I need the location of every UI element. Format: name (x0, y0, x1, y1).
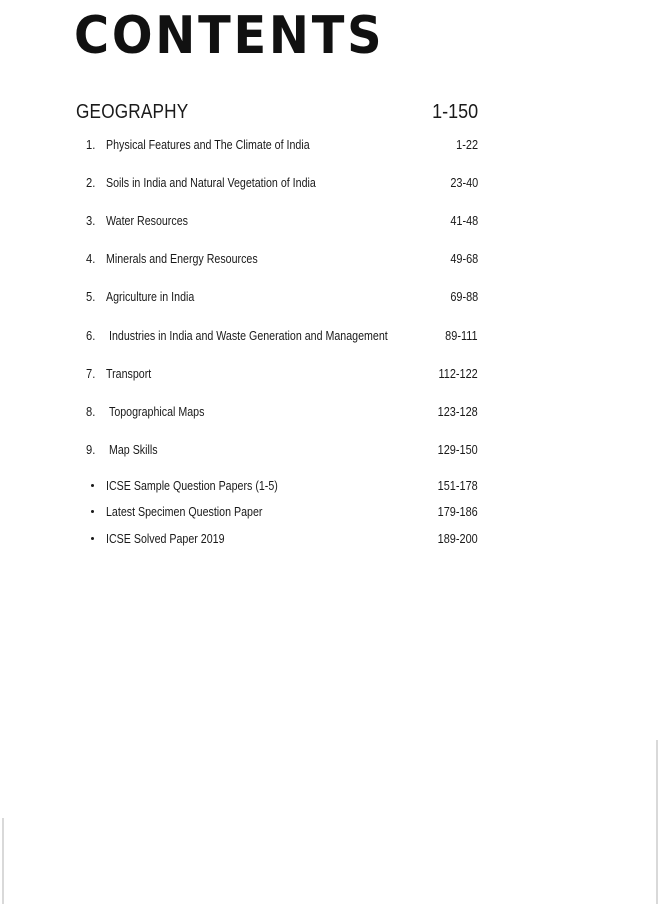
toc-entry-number: 2. (86, 175, 96, 190)
toc-entry-pages: 69-88 (450, 289, 478, 304)
toc-extra-entry (84, 475, 478, 497)
toc-entry-number: 9. (86, 442, 96, 457)
toc-entry-title: Topographical Maps (109, 404, 205, 419)
bullet-icon (91, 537, 94, 540)
toc-entry (84, 325, 478, 347)
toc-extra-pages: 151-178 (437, 478, 478, 493)
toc-entry-title: Soils in India and Natural Vegetation of India (106, 175, 316, 190)
toc-entry (84, 286, 478, 308)
toc-entry-title: Agriculture in India (106, 289, 195, 304)
toc-entry (84, 172, 478, 194)
toc-entry (84, 248, 478, 270)
toc-entry-pages: 23-40 (450, 175, 478, 190)
section-page-range: 1-150 (431, 101, 478, 123)
toc-entry (84, 210, 478, 232)
toc-entry-pages: 123-128 (437, 404, 478, 419)
toc-entry-title: Map Skills (109, 442, 158, 457)
section-header-geography (76, 96, 478, 128)
toc-entry-title: Minerals and Energy Resources (106, 251, 258, 266)
toc-entry (84, 134, 478, 156)
toc-entry-number: 6. (86, 328, 96, 343)
toc-extra-entry (84, 501, 478, 523)
page-title: CONTENTS (74, 6, 385, 66)
page-edge-right (656, 740, 658, 904)
bullet-icon (91, 484, 94, 487)
toc-extra-title: ICSE Sample Question Papers (1-5) (106, 478, 278, 493)
toc-extra-title: Latest Specimen Question Paper (106, 504, 263, 519)
toc-extra-pages: 179-186 (437, 504, 478, 519)
toc-entry-title: Physical Features and The Climate of India (106, 137, 310, 152)
section-title: GEOGRAPHY (76, 101, 189, 123)
toc-entry-number: 5. (86, 289, 96, 304)
toc-entry-number: 8. (86, 404, 96, 419)
toc-entry-number: 3. (86, 213, 96, 228)
toc-extra-pages: 189-200 (437, 531, 478, 546)
toc-extra-title: ICSE Solved Paper 2019 (106, 531, 225, 546)
toc-entry (84, 439, 478, 461)
toc-entry-title: Transport (106, 366, 152, 381)
toc-entry (84, 401, 478, 423)
toc-entry-number: 7. (86, 366, 96, 381)
toc-entry-title: Industries in India and Waste Generation and Management (109, 328, 388, 343)
toc-entry-pages: 41-48 (450, 213, 478, 228)
page-edge-left (2, 818, 4, 904)
toc-extra-entry (84, 528, 478, 550)
toc-entry-title: Water Resources (106, 213, 188, 228)
toc-entry-number: 1. (86, 137, 96, 152)
toc-entry-pages: 129-150 (437, 442, 478, 457)
toc-entry (84, 363, 478, 385)
toc-entry-pages: 49-68 (450, 251, 478, 266)
toc-entry-pages: 1-22 (456, 137, 478, 152)
toc-entry-pages: 89-111 (445, 328, 478, 343)
toc-entry-pages: 112-122 (438, 366, 478, 381)
toc-entry-number: 4. (86, 251, 96, 266)
bullet-icon (91, 510, 94, 513)
